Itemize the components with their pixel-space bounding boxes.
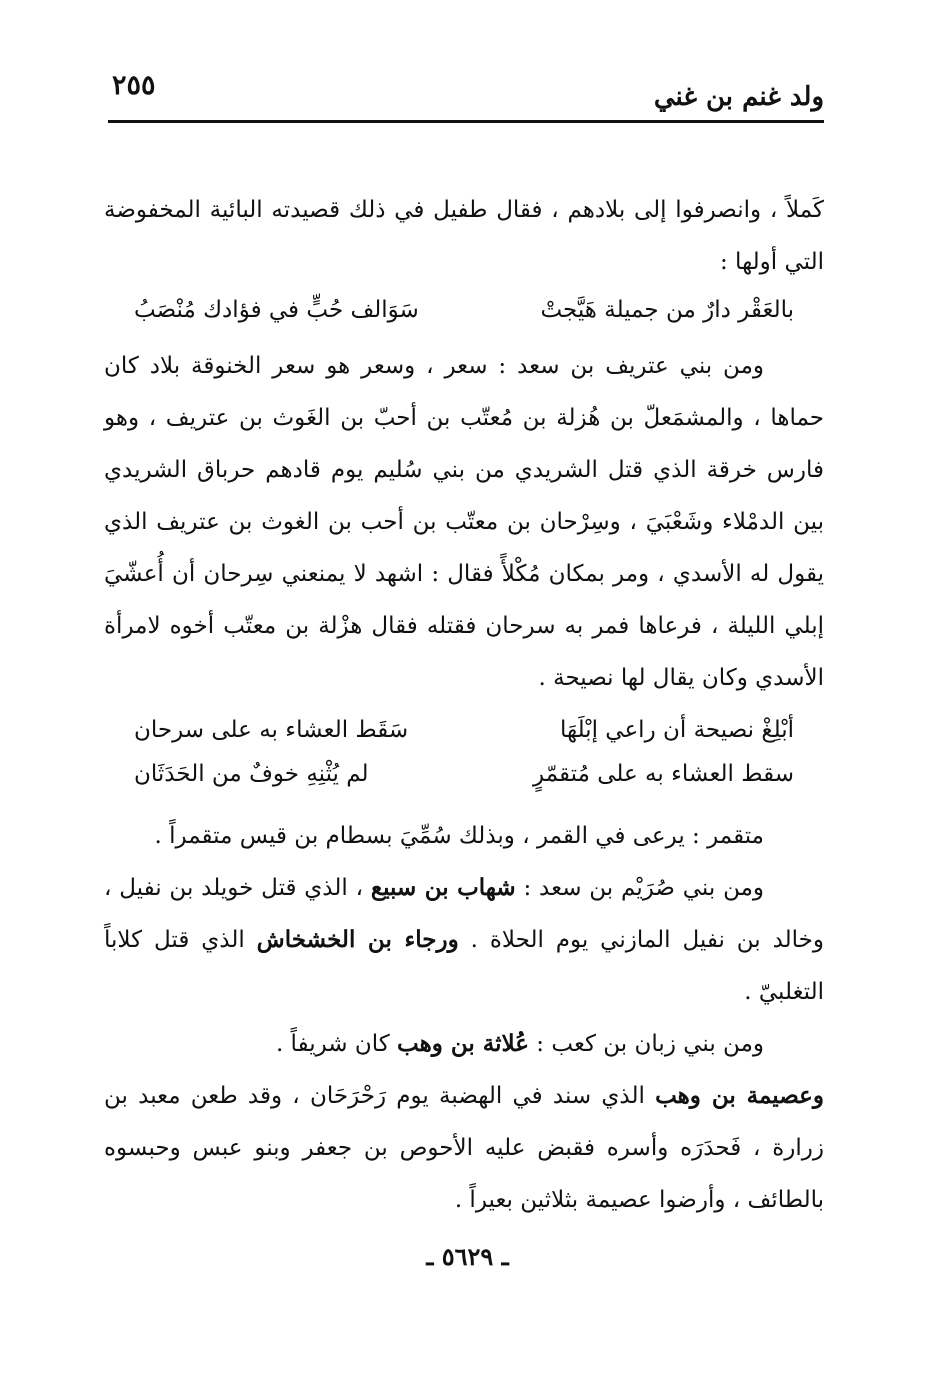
verse-first-hemistich: سقط العشاء به على مُتقمّرٍ [533, 761, 794, 787]
bold-name: وعصيمة بن وهب [655, 1082, 825, 1109]
verse-second-hemistich: سَوَالف حُبٍّ في فؤادك مُنْصَبُ [134, 297, 419, 323]
footer-page-code: ـ ٥٦٢٩ ـ [426, 1242, 509, 1271]
text-run: الذي قتل كلاباً التغلبيّ . [104, 927, 824, 1005]
page-number: ٢٥٥ [112, 70, 156, 101]
verse-first-hemistich: أبْلِغْ نصيحة أن راعي إبْلَهَا [559, 717, 794, 743]
verse-line [104, 708, 824, 752]
running-title: ولد غنم بن غني [653, 82, 824, 112]
text-run: ، الذي قتل خويلد بن نفيل ، وخالد بن نفيل المازني يوم الحلاة . [104, 875, 824, 953]
verse-second-hemistich: سَقَط العشاء به على سرحان [134, 717, 409, 743]
paragraph-intro: كَملاً ، وانصرفوا إلى بلادهم ، فقال طفيل في ذلك قصيدته البائية المخفوضة التي أولها : [104, 197, 824, 275]
paragraph-bani-atrif: ومن بني عتريف بن سعد : سعر ، وسعر هو سعر الخنوقة بلاد كان حماها ، والمشمَعلّ بن هُزلة بن مُعتّب بن أحبّ بن الغَوث بن عتريف ، وهو فارس خرقة الذي قتل الشريدي من بني سُليم يوم قادهم حرباق الشريدي بين الدمْلاء وشَعْبَيَ ، وسِرْحان بن معتّب بن أحب بن الغوث بن عتريف الذي يقول له الأسدي ، ومر بمكان مُكْلأً فقال : اشهد لا يمنعني سِرحان أن أُعشّيَ إبلي الليلة ، فرعاها فمر به سرحان فقتله فقال هزْلة بن معتّب أخوه لامرأة الأسدي وكان يقال لها نصيحة . [104, 353, 824, 691]
paragraph-bani-zabban [104, 1018, 824, 1070]
verse-second-hemistich: لم يُثْنِهِ خوفٌ من الحَدَثَان [134, 761, 369, 787]
text-run: الذي سند في الهضبة يوم رَحْرَحَان ، وقد طعن معبد بن زرارة ، فَحدَرَه وأسره فقبض عليه الأحوص بن جعفر وبنو عبس وحبسوه بالطائف ، وأرضوا عصيمة بثلاثين بعيراً . [104, 1083, 824, 1213]
paragraph-usayma [104, 1070, 824, 1226]
page-body [104, 184, 824, 1226]
bold-name: ورجاء بن الخشخاش [256, 926, 459, 953]
poem-verse-1 [104, 288, 824, 332]
verse-line [104, 752, 824, 796]
paragraph-mutaqammir: متقمر : يرعى في القمر ، وبذلك سُمِّيَ بسطام بن قيس متقمراً . [154, 823, 764, 849]
poem-verses-2 [104, 708, 824, 796]
page-header [108, 66, 824, 123]
text-run: كان شريفاً . [275, 1031, 398, 1057]
bold-name: عُلاثة بن وهب [397, 1030, 529, 1057]
verse-first-hemistich: بالعَقْر دارٌ من جميلة هَيَّجتْ [540, 297, 794, 323]
bold-name: شهاب بن سبيع [370, 874, 516, 901]
paragraph-bani-suraym [104, 862, 824, 1018]
verse-line [104, 288, 824, 332]
text-run: ومن بني زبان بن كعب : [528, 1031, 764, 1057]
text-run: ومن بني صُرَيْم بن سعد : [515, 875, 765, 901]
